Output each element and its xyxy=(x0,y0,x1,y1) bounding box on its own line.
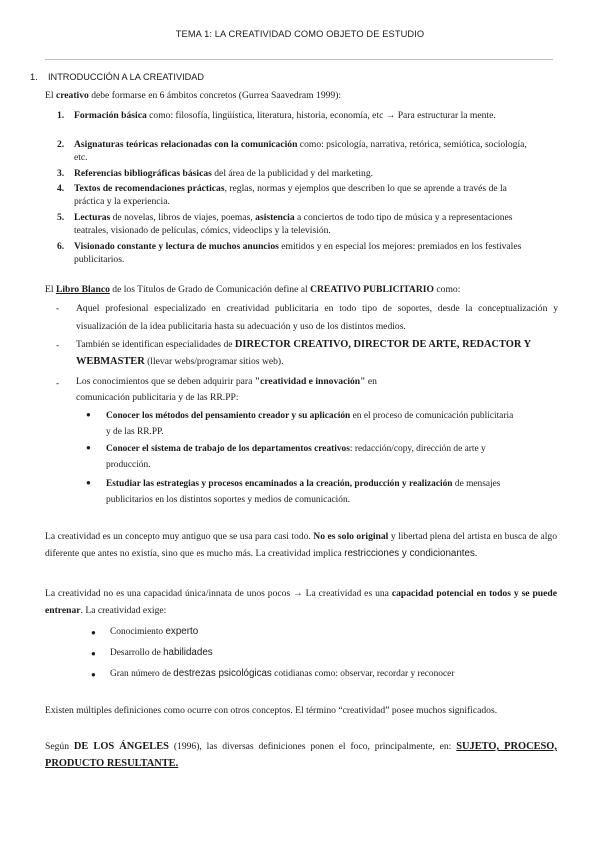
libro-blanco-link: Libro Blanco xyxy=(55,284,110,295)
intro-bold: creativo xyxy=(55,90,89,101)
list-item xyxy=(57,138,527,165)
foco-underlined: SUJETO, PROCESO, PRODUCTO RESULTANTE. xyxy=(45,741,557,769)
item-sans: experto xyxy=(165,626,199,637)
item-sans: destrezas psicológicas xyxy=(173,668,272,679)
d3-text-c: en comunicación publicitaria y de las RR.PP: xyxy=(76,376,377,403)
list-item xyxy=(57,167,527,180)
libro-text-c: como: xyxy=(433,284,461,295)
item-number: 6. xyxy=(57,241,65,252)
item-text: Gran número de xyxy=(110,669,174,679)
concepto-text-c: y libertad plena del artista en busca de algo diferente que antes no existía, sino que es mucho más. La creatividad implica xyxy=(45,531,558,559)
section-number: 1. xyxy=(30,72,38,82)
definiciones-paragraph: Existen múltiples definiciones como ocurre con otros conceptos. El término “creatividad” posee muchos significados. xyxy=(45,705,498,716)
item-sans: habilidades xyxy=(163,647,213,658)
item-text-2: a conciertos de todo tipo de música y a representaciones teatrales, visionado de películas, cómics, videoclips y la televisión. xyxy=(74,212,513,237)
capacidad-paragraph xyxy=(45,585,557,619)
d3-bold: "creatividad e innovación" xyxy=(254,376,366,387)
list-item xyxy=(76,336,556,370)
item-bold: Conocer los métodos del pensamiento creador y su aplicación xyxy=(106,411,351,421)
page-header: TEMA 1: LA CREATIVIDAD COMO OBJETO DE ESTUDIO xyxy=(175,29,425,39)
item-bold: Referencias bibliográficas básicas xyxy=(74,168,212,179)
list-item xyxy=(106,441,526,473)
section-heading xyxy=(30,72,204,82)
autor-bold: DE LOS ÁNGELES xyxy=(73,741,169,752)
item-bold: Estudiar las estrategias y procesos encaminados a la creación, producción y realización xyxy=(106,479,453,489)
capacidad-bold: capacidad potencial en todos y se puede entrenar xyxy=(45,588,557,616)
item-bold: Formación básica xyxy=(74,110,147,121)
list-item xyxy=(110,625,550,639)
libro-text-a: El xyxy=(45,284,56,295)
dash-marker: - xyxy=(56,340,60,351)
item-bold: Lecturas xyxy=(74,212,111,223)
list-item xyxy=(57,109,527,122)
bullet-icon: ● xyxy=(91,670,96,679)
bullet-icon: ● xyxy=(91,628,96,637)
dash-marker: - xyxy=(56,303,60,314)
item-text: en el proceso de comunicación publicitaria y de las RR.PP. xyxy=(106,411,514,437)
list-item xyxy=(57,182,527,209)
list-item xyxy=(110,667,550,681)
item-text: como: psicología, narrativa, retórica, semiótica, sociología, etc. xyxy=(74,139,527,164)
list-item xyxy=(76,374,426,406)
intro-paragraph xyxy=(45,89,341,102)
concepto-sans: restricciones y condicionantes xyxy=(344,548,475,559)
capacidad-text-c: . La creatividad exige: xyxy=(80,605,167,616)
item-text: Desarrollo de xyxy=(110,648,164,658)
especialidades-bold: DIRECTOR CREATIVO, DIRECTOR DE ARTE, REDACTOR Y WEBMASTER xyxy=(76,339,531,367)
item-number: 3. xyxy=(57,168,65,179)
intro-text-b: debe formarse en 6 ámbitos concretos (Gurrea Saavedram 1999): xyxy=(88,90,342,101)
item-number: 2. xyxy=(57,139,65,150)
item-bold: Textos de recomendaciones prácticas xyxy=(74,183,225,194)
item-number: 1. xyxy=(57,110,65,121)
concepto-text-a: La creatividad es un concepto muy antiguo que se usa para casi todo. xyxy=(45,531,314,542)
header-divider xyxy=(45,59,553,60)
section-title: INTRODUCCIÓN A LA CREATIVIDAD xyxy=(48,72,205,82)
d2-text-c: (llevar webs/programar sitios web). xyxy=(144,356,284,367)
segun-text-a: Según xyxy=(45,741,74,752)
item-number: 5. xyxy=(57,212,65,223)
item-text-c: cotidianas como: observar, recordar y reconocer xyxy=(271,669,455,679)
item-text: del área de la publicidad y del marketing. xyxy=(211,168,374,179)
bullet-icon: ● xyxy=(91,649,96,658)
intro-text-a: El xyxy=(45,90,56,101)
capacidad-text-a: La creatividad no es una capacidad única/innata de unos pocos → La creatividad es una xyxy=(45,588,392,599)
bullet-icon: ● xyxy=(86,478,91,487)
list-item xyxy=(106,408,516,440)
segun-paragraph xyxy=(45,738,557,772)
concepto-paragraph xyxy=(45,528,557,562)
item-text: emitidos y en especial los mejores: premiados en los festivales publicitarios. xyxy=(74,241,522,266)
list-item: Aquel profesional especializado en creatividad publicitaria en todo tipo de soportes, desde la conceptualización y visualización de la idea publicitaria hasta su adecuación y uso de los distintos medios. xyxy=(76,303,558,332)
concepto-bold: No es solo original xyxy=(313,531,389,542)
segun-text-c: (1996), las diversas definiciones ponen el foco, principalmente, en: xyxy=(168,741,457,752)
list-item xyxy=(106,476,526,508)
list-item xyxy=(110,646,550,660)
item-text: , reglas, normas y ejemplos que describen lo que se aprende a través de la práctica y la experiencia. xyxy=(74,183,507,208)
libro-blanco-paragraph xyxy=(45,283,460,296)
item-bold: Visionado constante y lectura de muchos anuncios xyxy=(74,241,279,252)
item-text: como: filosofía, lingüística, literatura, historia, economía, etc → Para estructurar la mente. xyxy=(146,110,496,121)
list-item xyxy=(57,240,527,267)
item-text: : redacción/copy, dirección de arte y producción. xyxy=(106,444,486,470)
item-text: Conocimiento xyxy=(110,627,166,637)
item-bold: Asignaturas teóricas relacionadas con la comunicación xyxy=(74,139,298,150)
concepto-text-e: . xyxy=(474,548,478,559)
bullet-icon: ● xyxy=(86,443,91,452)
dash-marker: - xyxy=(56,378,60,389)
d3-text-a: Los conocimientos que se deben adquirir para xyxy=(76,376,255,387)
item-bold: Conocer el sistema de trabajo de los departamentos creativos xyxy=(106,444,350,454)
item-bold-2: asistencia xyxy=(255,212,295,223)
item-text: de mensajes publicitarios en los distintos soportes y medios de comunicación. xyxy=(106,479,501,505)
libro-text-b: de los Títulos de Grado de Comunicación define al xyxy=(109,284,311,295)
list-item xyxy=(57,211,527,238)
d2-text-a: También se identifican especialidades de xyxy=(76,339,235,350)
item-text: de novelas, libros de viajes, poemas, xyxy=(110,212,256,223)
bullet-icon: ● xyxy=(86,410,91,419)
creativo-publicitario-label: CREATIVO PUBLICITARIO xyxy=(310,284,434,295)
item-number: 4. xyxy=(57,183,65,194)
